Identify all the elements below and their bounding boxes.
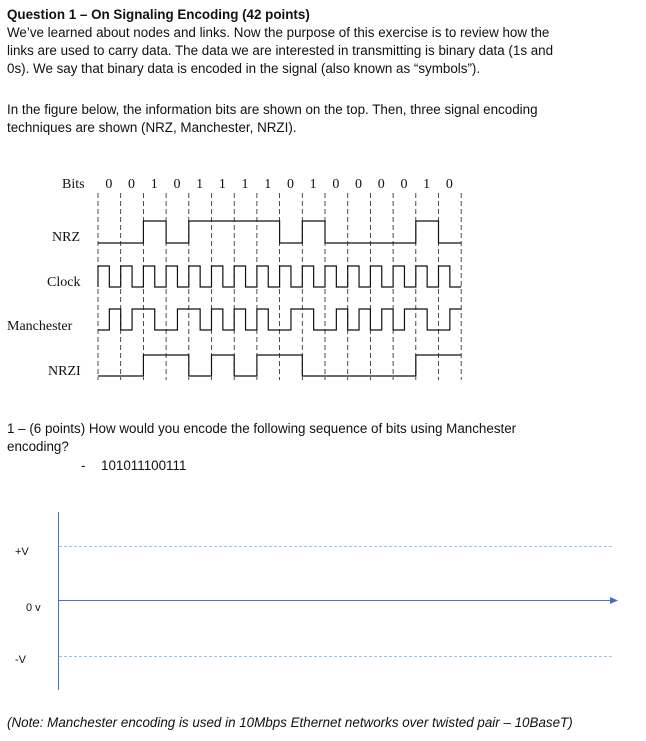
subquestion-line-2: encoding?: [7, 439, 69, 454]
bit-sequence: 101011100111: [101, 458, 187, 473]
footnote: (Note: Manchester encoding is used in 10Mbps Ethernet networks over twisted pair – 10BaseT): [7, 715, 573, 730]
intro-line-3: 0s). We say that binary data is encoded in the signal (also known as “symbols”).: [7, 61, 481, 76]
bit-label: 0: [173, 177, 181, 192]
x-axis-arrowhead: [610, 597, 618, 604]
bit-label: 0: [286, 177, 294, 192]
bit-label: 1: [150, 177, 158, 192]
clock-waveform: [98, 266, 461, 287]
intro-line-2: links are used to carry data. The data we are interested in transmitting is binary data (1s and: [7, 43, 554, 58]
sequence-bullet: -: [81, 458, 86, 473]
bit-label: 1: [218, 177, 226, 192]
pos-voltage-label: +V: [15, 546, 29, 558]
bit-label: 0: [445, 177, 453, 192]
bit-label: 1: [309, 177, 317, 192]
nrzi-waveform: [98, 355, 461, 376]
figure-intro-line-1: In the figure below, the information bits are shown on the top. Then, three signal encoding: [7, 102, 538, 117]
bit-label: 0: [105, 177, 113, 192]
bit-label: 1: [264, 177, 272, 192]
nrz-row-label: NRZ: [52, 230, 80, 245]
nrz-waveform: [98, 221, 461, 243]
neg-voltage-label: -V: [15, 654, 26, 666]
bit-label: 0: [355, 177, 363, 192]
bit-label: 1: [196, 177, 204, 192]
intro-line-1: We’ve learned about nodes and links. Now the purpose of this exercise is to review how the: [7, 25, 550, 40]
bit-label: 0: [128, 177, 136, 192]
manchester-waveform: [98, 309, 461, 330]
bit-label: 1: [423, 177, 431, 192]
bits-row-label: Bits: [62, 177, 85, 192]
subquestion-line-1: 1 – (6 points) How would you encode the following sequence of bits using Manchester: [7, 421, 517, 436]
question-title: Question 1 – On Signaling Encoding (42 points): [7, 7, 310, 22]
bit-label: 0: [377, 177, 385, 192]
nrzi-row-label: NRZI: [48, 364, 81, 379]
manchester-row-label: Manchester: [7, 319, 73, 334]
figure-intro-line-2: techniques are shown (NRZ, Manchester, NRZI).: [7, 120, 297, 135]
clock-row-label: Clock: [47, 275, 81, 290]
bit-label: 1: [241, 177, 249, 192]
zero-voltage-label: 0 v: [26, 602, 41, 614]
bit-label: 0: [332, 177, 340, 192]
bit-label: 0: [400, 177, 408, 192]
